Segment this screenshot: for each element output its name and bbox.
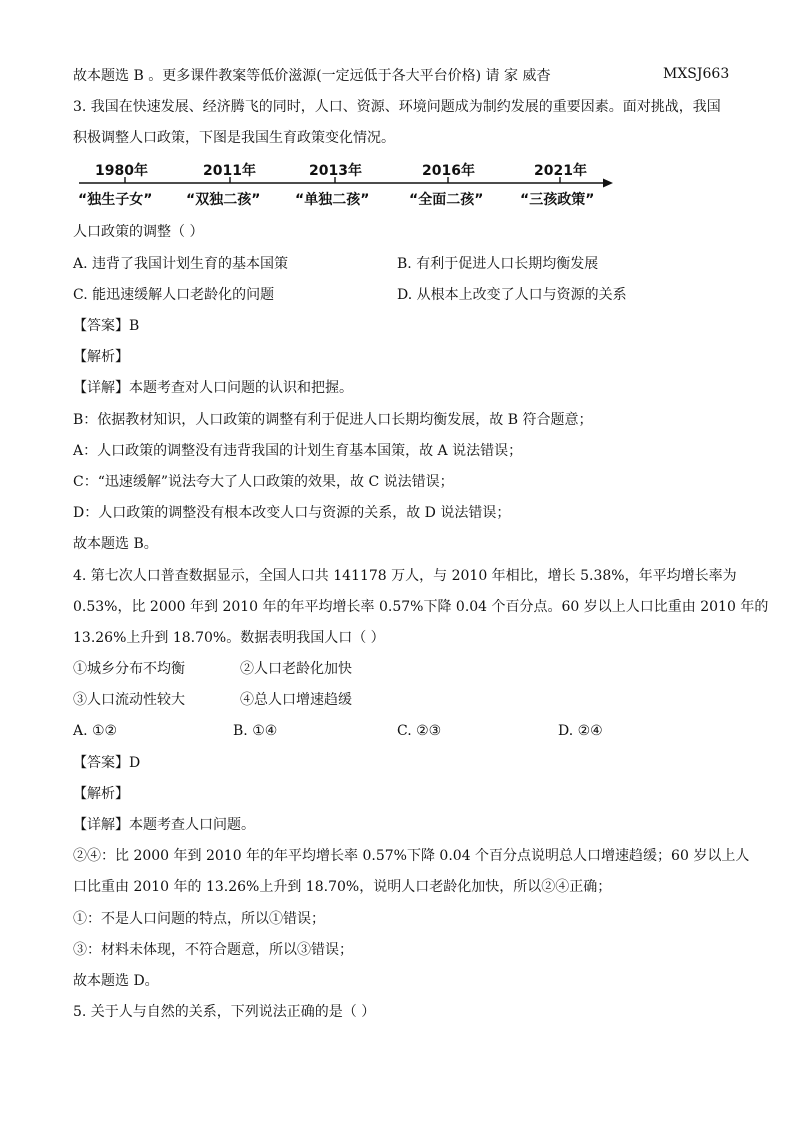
- q4-stem-line-3: 13.26%上升到 18.70%。数据表明我国人口（ ）: [73, 630, 385, 646]
- q4-item-3: ③人口流动性较大: [73, 692, 185, 708]
- q4-option-a: A. ①②: [73, 723, 118, 739]
- q3-stem-line-1: 3. 我国在快速发展、经济腾飞的同时，人口、资源、环境问题成为制约发展的重要因素。面对挑战，我国: [73, 99, 721, 115]
- q4-item-2: ②人口老龄化加快: [240, 661, 352, 677]
- previous-conclusion-line: 故本题选 B 。更多课件教案等低价滋源(一定远低于各大平台价格) 请 家 威杳: [73, 68, 551, 84]
- timeline-arrow: [603, 179, 613, 188]
- q4-detail: 【详解】本题考查人口问题。: [73, 817, 255, 833]
- policy-single-only-two-child: “单独二孩”: [295, 192, 370, 208]
- q4-conclusion: 故本题选 D。: [73, 973, 159, 989]
- header-code: MXSJ663: [663, 66, 730, 82]
- policy-three-child: “三孩政策”: [520, 192, 595, 208]
- policy-double-only-two-child: “双独二孩”: [186, 192, 261, 208]
- q3-stem-line-2: 积极调整人口政策，下图是我国生育政策变化情况。: [73, 130, 395, 146]
- q4-explanation-4: ③：材料未体现，不符合题意，所以③错误；: [73, 942, 353, 958]
- q4-explanation-1: ②④：比 2000 年到 2010 年的年平均增长率 0.57%下降 0.04 个百分点说明总人口增速趋缓；60 岁以上人: [73, 848, 750, 864]
- year-2016: 2016年: [422, 163, 475, 179]
- q4-stem-line-2: 0.53%，比 2000 年到 2010 年的年平均增长率 0.57%下降 0.04 个百分点。60 岁以上人口比重由 2010 年的: [73, 599, 769, 615]
- q3-explanation-c: C：“迅速缓解”说法夸大了人口政策的效果，故 C 说法错误；: [73, 474, 454, 490]
- year-2013: 2013年: [309, 163, 362, 179]
- policy-only-child: “独生子女”: [78, 192, 153, 208]
- q4-item-1: ①城乡分布不均衡: [73, 661, 185, 677]
- q3-option-b: B. 有利于促进人口长期均衡发展: [397, 256, 599, 272]
- q3-option-c: C. 能迅速缓解人口老龄化的问题: [73, 287, 275, 303]
- policy-universal-two-child: “全面二孩”: [409, 192, 484, 208]
- year-2021: 2021年: [534, 163, 587, 179]
- q3-option-d: D. 从根本上改变了人口与资源的关系: [397, 287, 627, 303]
- q3-answer: 【答案】B: [73, 318, 140, 334]
- q3-option-a: A. 违背了我国计划生育的基本国策: [73, 256, 289, 272]
- q5-stem: 5. 关于人与自然的关系，下列说法正确的是（ ）: [73, 1004, 376, 1020]
- q4-explanation-3: ①：不是人口问题的特点，所以①错误；: [73, 911, 325, 927]
- q3-analysis-label: 【解析】: [73, 349, 129, 365]
- q4-explanation-2: 口比重由 2010 年的 13.26%上升到 18.70%，说明人口老龄化加快，所以②④正确；: [73, 879, 612, 895]
- q4-item-4: ④总人口增速趋缓: [240, 692, 352, 708]
- policy-timeline: [73, 158, 633, 214]
- q4-option-d: D. ②④: [558, 723, 603, 739]
- q4-option-b: B. ①④: [233, 723, 278, 739]
- year-2011: 2011年: [203, 163, 256, 179]
- q4-answer: 【答案】D: [73, 755, 141, 771]
- q3-explanation-b: B：依据教材知识，人口政策的调整有利于促进人口长期均衡发展，故 B 符合题意；: [73, 412, 593, 428]
- q3-explanation-a: A：人口政策的调整没有违背我国的计划生育基本国策，故 A 说法错误；: [73, 443, 523, 459]
- q3-explanation-d: D：人口政策的调整没有根本改变人口与资源的关系，故 D 说法错误；: [73, 505, 511, 521]
- q4-option-c: C. ②③: [397, 723, 442, 739]
- q4-analysis-label: 【解析】: [73, 786, 129, 802]
- q4-stem-line-1: 4. 第七次人口普查数据显示，全国人口共 141178 万人，与 2010 年相比，增长 5.38%，年平均增长率为: [73, 568, 737, 584]
- q3-prompt: 人口政策的调整（ ）: [73, 224, 204, 240]
- q3-detail: 【详解】本题考查对人口问题的认识和把握。: [73, 380, 353, 396]
- year-1980: 1980年: [95, 163, 148, 179]
- q3-conclusion: 故本题选 B。: [73, 536, 158, 552]
